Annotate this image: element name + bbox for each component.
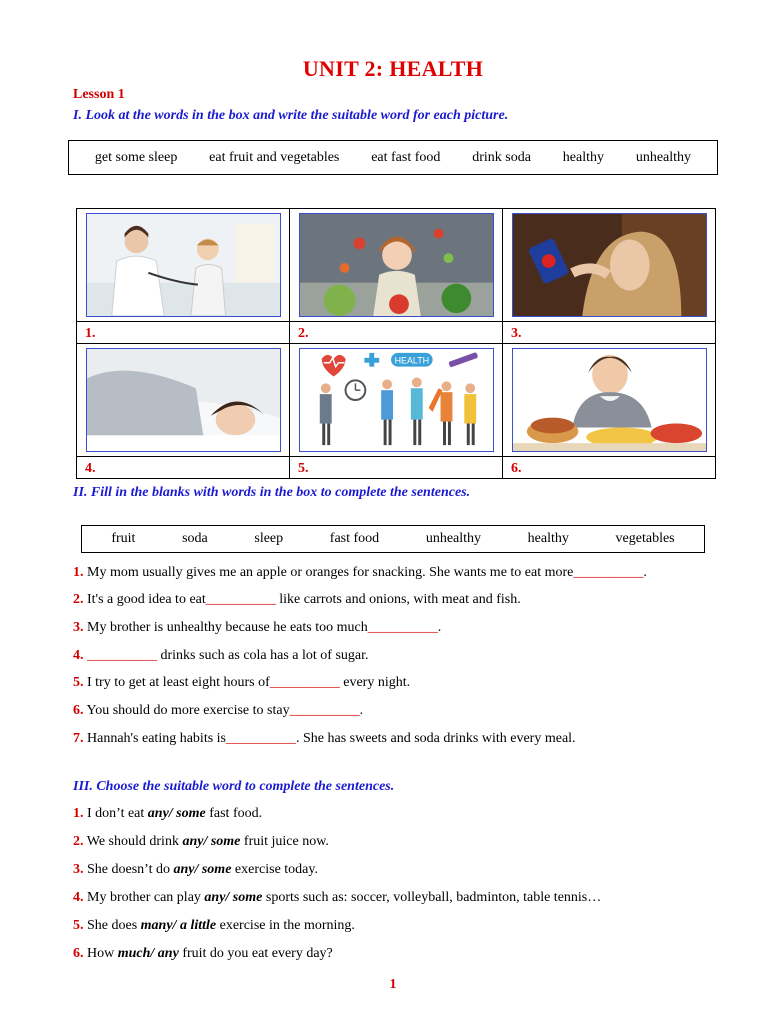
sentence-text: She doesn’t do	[83, 862, 174, 877]
sentence-text: fast food.	[205, 806, 263, 821]
page-title: UNIT 2: HEALTH	[302, 56, 484, 81]
sentence-text: My mom usually gives me an apple or oranges for snacking. She wants me to eat more	[83, 565, 574, 580]
word-options[interactable]: many/ a little	[140, 918, 217, 933]
picture-number: 1.	[85, 325, 96, 341]
sentence-text: Hannah's eating habits is	[83, 731, 226, 746]
sentence-number: 7.	[73, 731, 84, 746]
sentence-text: My brother can play	[83, 890, 205, 905]
sentence-number: 6.	[73, 703, 84, 718]
sentence-text: like carrots and onions, with meat and fish.	[275, 592, 521, 607]
answer-blank[interactable]: __________	[87, 648, 157, 663]
word-box-item: unhealthy	[635, 149, 692, 165]
picture-number: 3.	[511, 325, 522, 341]
choice-sentence	[73, 890, 601, 906]
word-options[interactable]: any/ some	[204, 890, 263, 905]
picture-number: 6.	[511, 460, 522, 476]
sentence-number: 3.	[73, 862, 84, 877]
word-box-item: drink soda	[472, 149, 531, 165]
word-options[interactable]: any/ some	[182, 834, 241, 849]
picture-cell	[503, 209, 716, 322]
picture-cell	[290, 209, 503, 322]
sentence-number: 2.	[73, 834, 84, 849]
woman-fast-food-photo	[512, 348, 707, 452]
answer-blank[interactable]: __________	[573, 565, 644, 580]
sentence-text: drinks such as cola has a lot of sugar.	[157, 648, 369, 663]
sentence-text: My brother is unhealthy because he eats too much	[83, 620, 368, 635]
picture-number: 5.	[298, 460, 309, 476]
fill-blank-sentence	[73, 731, 576, 747]
sentence-text: exercise today.	[231, 862, 318, 877]
word-box-item: eat fast food	[371, 149, 441, 165]
sentence-text: fruit do you eat every day?	[178, 946, 333, 961]
sentence-text: . She has sweets and soda drinks with every meal.	[296, 731, 576, 746]
sentence-text: .	[359, 703, 364, 718]
doctor-checkup-photo	[86, 213, 281, 317]
sentence-text: sports such as: soccer, volleyball, badminton, table tennis…	[262, 890, 602, 905]
sentence-number: 1.	[73, 565, 84, 580]
word-box-item: healthy	[562, 149, 604, 165]
sentence-number: 4.	[73, 890, 84, 905]
sentence-text: I don’t eat	[83, 806, 148, 821]
choice-sentence	[73, 806, 262, 822]
part2-instruction: II. Fill in the blanks with words in the box to complete the sentences.	[73, 485, 471, 500]
choice-sentence	[73, 918, 355, 934]
word-options[interactable]: much/ any	[117, 946, 179, 961]
girl-vegetables-photo	[299, 213, 494, 317]
sentence-number: 5.	[73, 918, 84, 933]
word-box-item: eat fruit and vegetables	[209, 149, 340, 165]
picture-cell	[77, 209, 290, 322]
sentence-number: 2.	[73, 592, 84, 607]
fill-blank-sentence	[73, 648, 369, 664]
sentence-number: 6.	[73, 946, 84, 961]
word-box-item: fruit	[111, 531, 136, 546]
sentence-text: every night.	[339, 675, 411, 690]
sentence-text: How	[83, 946, 118, 961]
fill-blank-sentence	[73, 675, 410, 691]
answer-blank[interactable]: __________	[289, 703, 360, 718]
word-options[interactable]: any/ some	[147, 806, 206, 821]
health-label: HEALTH	[394, 355, 429, 366]
sentence-number: 4.	[73, 648, 84, 663]
picture-cell	[77, 344, 290, 457]
picture-number: 2.	[298, 325, 309, 341]
answer-blank[interactable]: __________	[367, 620, 438, 635]
word-box-item: get some sleep	[94, 149, 178, 165]
woman-sleeping-photo	[86, 348, 281, 452]
fill-blank-sentence	[73, 620, 441, 636]
sentence-text: You should do more exercise to stay	[83, 703, 290, 718]
health-illustration	[299, 348, 494, 452]
sentence-number: 3.	[73, 620, 84, 635]
answer-blank[interactable]: __________	[269, 675, 340, 690]
sentence-number: 5.	[73, 675, 84, 690]
word-box-item: vegetables	[615, 531, 675, 546]
picture-cell	[290, 344, 503, 457]
sentence-text: We should drink	[83, 834, 183, 849]
word-box-item: soda	[182, 531, 208, 546]
sentence-text: .	[643, 565, 647, 580]
lesson-label: Lesson 1	[73, 87, 125, 102]
word-box-item: unhealthy	[425, 531, 482, 546]
answer-blank[interactable]: __________	[226, 731, 296, 746]
part3-instruction: III. Choose the suitable word to complete the sentences.	[73, 779, 395, 794]
answer-blank[interactable]: __________	[205, 592, 276, 607]
part1-instruction: I. Look at the words in the box and write the suitable word for each picture.	[73, 108, 509, 123]
sentence-number: 1.	[73, 806, 84, 821]
word-box-item: healthy	[527, 531, 569, 546]
woman-drinking-soda-photo	[512, 213, 707, 317]
page-number: 1	[389, 977, 397, 992]
sentence-text: She does	[83, 918, 141, 933]
word-box-item: fast food	[329, 531, 380, 546]
sentence-text: .	[437, 620, 442, 635]
word-box-2	[81, 525, 705, 553]
choice-sentence	[73, 862, 318, 878]
fill-blank-sentence	[73, 703, 363, 719]
sentence-text: exercise in the morning.	[216, 918, 355, 933]
word-options[interactable]: any/ some	[173, 862, 232, 877]
word-box-1	[68, 140, 718, 175]
word-box-item: sleep	[254, 531, 284, 546]
fill-blank-sentence	[73, 592, 521, 608]
picture-number: 4.	[85, 460, 96, 476]
sentence-text: fruit juice now.	[240, 834, 329, 849]
picture-table	[76, 208, 716, 479]
choice-sentence	[73, 834, 329, 850]
sentence-text: It's a good idea to eat	[83, 592, 206, 607]
picture-cell	[503, 344, 716, 457]
choice-sentence	[73, 946, 333, 962]
sentence-text: I try to get at least eight hours of	[83, 675, 270, 690]
fill-blank-sentence	[73, 565, 647, 581]
